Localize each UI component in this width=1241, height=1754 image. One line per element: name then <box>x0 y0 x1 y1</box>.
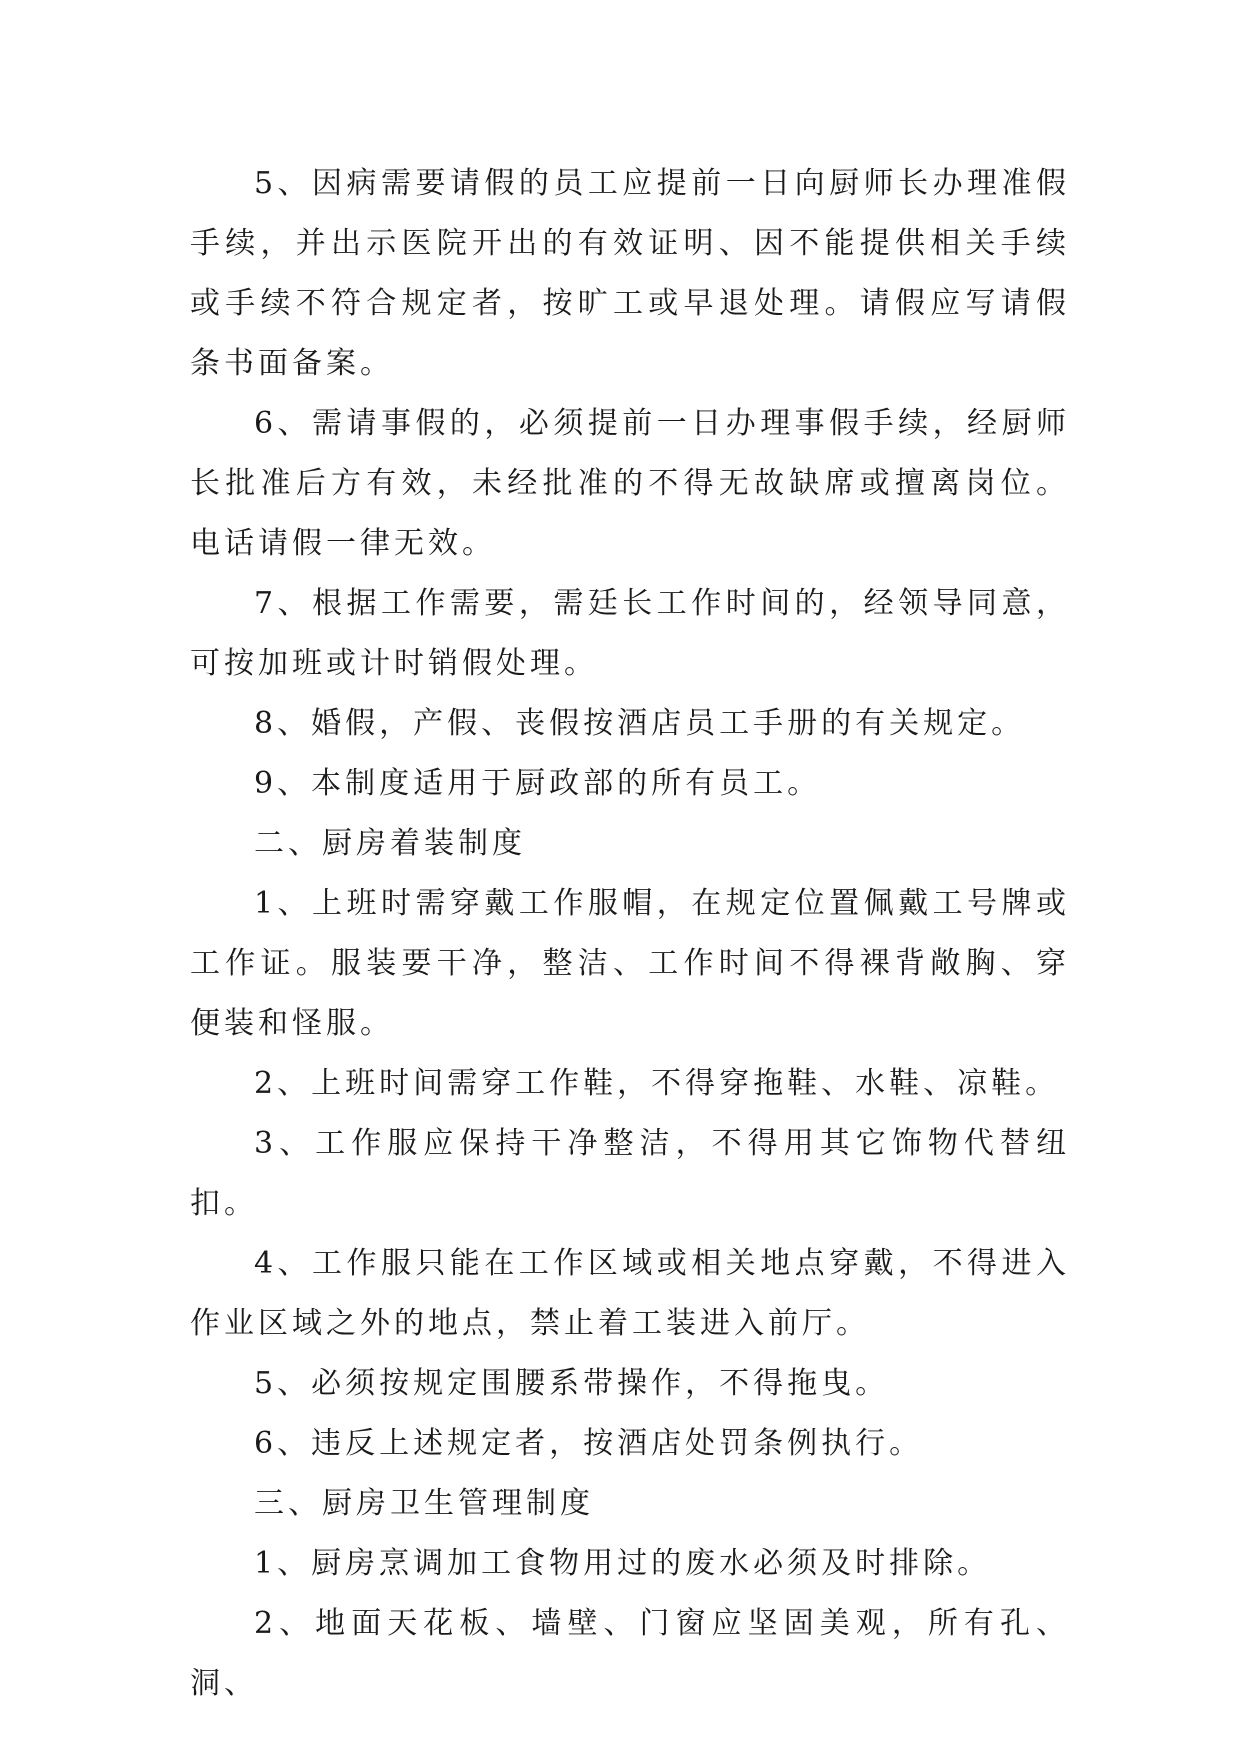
paragraph-sick-leave: 5、因病需要请假的员工应提前一日向厨师长办理准假手续，并出示医院开出的有效证明、因不能提供相关手续或手续不符合规定者，按旷工或早退处理。请假应写请假条书面备案。 <box>190 166 1070 381</box>
section-heading-hygiene: 三、厨房卫生管理制度 <box>254 1486 594 1521</box>
paragraph-dress-2: 2、上班时间需穿工作鞋，不得穿拖鞋、水鞋、凉鞋。 <box>254 1066 1060 1101</box>
paragraph-overtime: 7、根据工作需要，需廷长工作时间的，经领导同意，可按加班或计时销假处理。 <box>190 586 1070 681</box>
paragraph-dress-5: 5、必须按规定围腰系带操作，不得拖曳。 <box>254 1366 890 1401</box>
document-body <box>190 154 1070 1714</box>
paragraph-marriage-leave: 8、婚假，产假、丧假按酒店员工手册的有关规定。 <box>254 706 1026 741</box>
paragraph-scope: 9、本制度适用于厨政部的所有员工。 <box>254 766 822 801</box>
paragraph-hygiene-2: 2、地面天花板、墙壁、门窗应坚固美观，所有孔、洞、 <box>190 1606 1070 1701</box>
paragraph-dress-6: 6、违反上述规定者，按酒店处罚条例执行。 <box>254 1426 924 1461</box>
paragraph-personal-leave: 6、需请事假的，必须提前一日办理事假手续，经厨师长批准后方有效，未经批准的不得无故缺席或擅离岗位。电话请假一律无效。 <box>190 406 1070 561</box>
section-heading-dress-code: 二、厨房着装制度 <box>254 826 526 861</box>
paragraph-hygiene-1: 1、厨房烹调加工食物用过的废水必须及时排除。 <box>254 1546 992 1581</box>
paragraph-dress-1: 1、上班时需穿戴工作服帽，在规定位置佩戴工号牌或工作证。服装要干净，整洁、工作时间不得裸背敞胸、穿便装和怪服。 <box>190 886 1070 1041</box>
paragraph-dress-4: 4、工作服只能在工作区域或相关地点穿戴，不得进入作业区域之外的地点，禁止着工装进入前厅。 <box>190 1246 1070 1341</box>
paragraph-dress-3: 3、工作服应保持干净整洁，不得用其它饰物代替纽扣。 <box>190 1126 1070 1221</box>
